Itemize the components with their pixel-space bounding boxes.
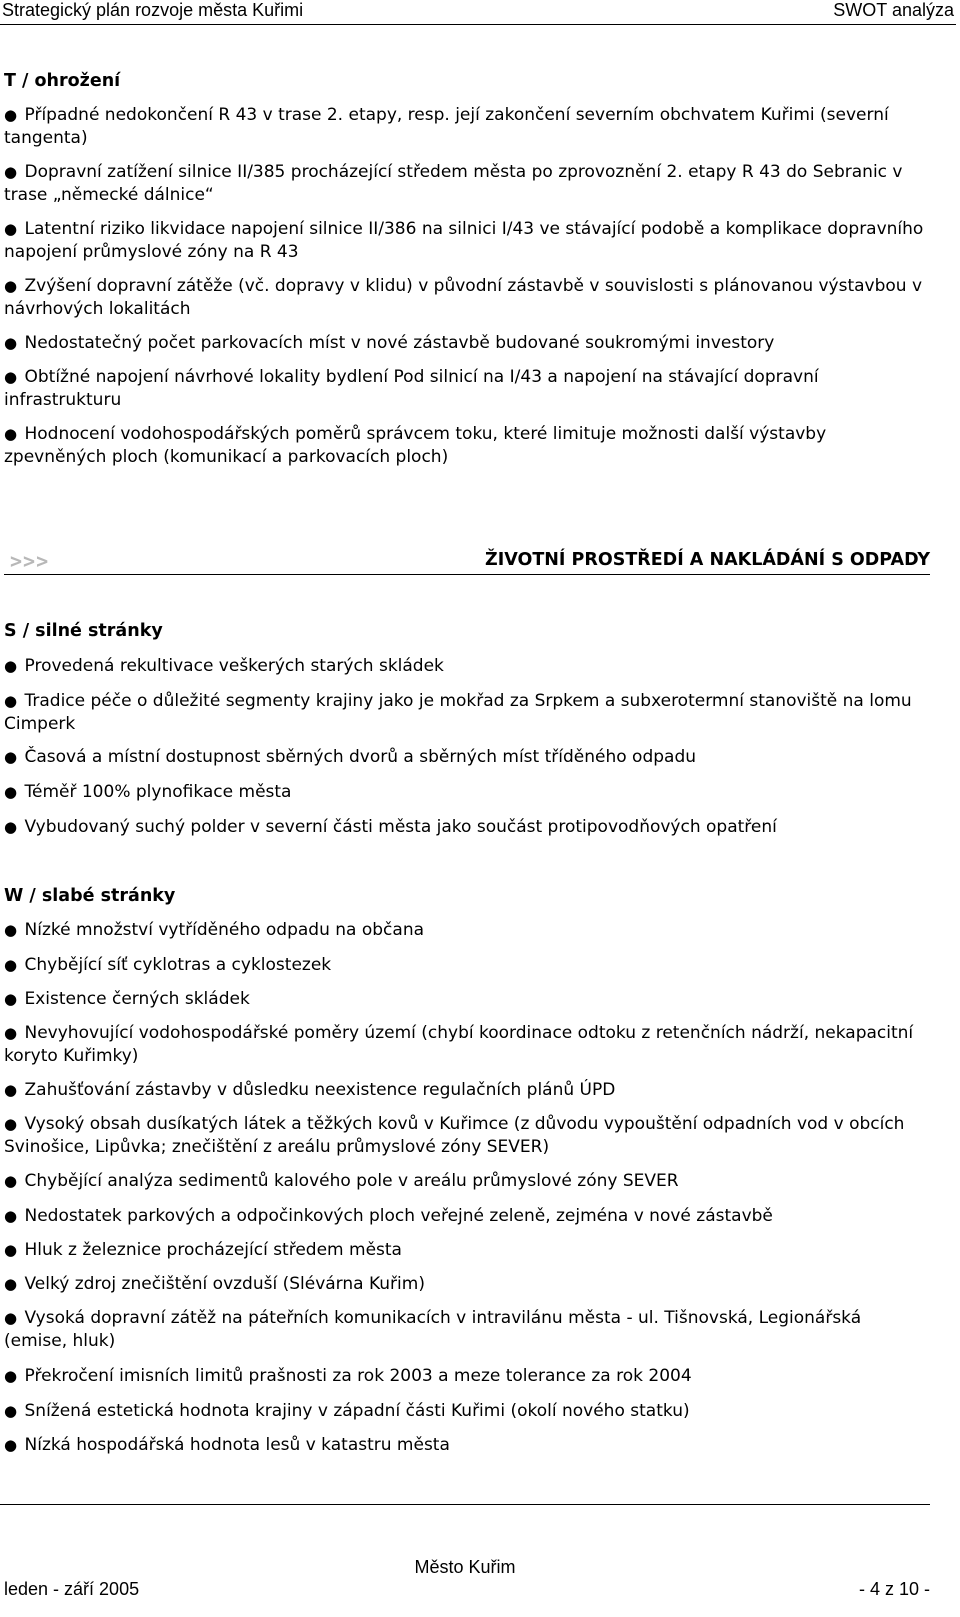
bullet-icon: ● — [4, 1081, 18, 1099]
threat-item: ● Případné nedokončení R 43 v trase 2. etapy, resp. její zakončení severním obchvatem Kuřimi (severní tangenta) — [4, 105, 889, 148]
weaknesses-title: W / slabé stránky — [4, 886, 176, 906]
weakness-item: ● Nedostatek parkových a odpočinkových ploch veřejné zeleně, zejména v nové zástavbě — [4, 1206, 773, 1226]
weakness-item: ● Chybějící analýza sedimentů kalového pole v areálu průmyslové zóny SEVER — [4, 1171, 679, 1191]
bullet-icon: ● — [4, 1172, 18, 1190]
threat-item: ● Latentní riziko likvidace napojení silnice II/386 na silnici I/43 ve stávající podobě a komplikace dopravního napojení průmyslové zóny na R 43 — [4, 219, 924, 262]
bullet-icon: ● — [4, 425, 18, 443]
bullet-icon: ● — [4, 1275, 18, 1293]
strength-item: ● Časová a místní dostupnost sběrných dvorů a sběrných míst tříděného odpadu — [4, 747, 697, 767]
bullet-icon: ● — [4, 1207, 18, 1225]
bullet-icon: ● — [4, 990, 18, 1008]
bullet-icon: ● — [4, 1402, 18, 1420]
bullet-icon: ● — [4, 1309, 18, 1327]
threat-item: ● Dopravní zatížení silnice II/385 procházející středem města po zprovoznění 2. etapy R 43 do Sebranic v trase „německé dálnice“ — [4, 162, 903, 205]
weakness-item: ● Vysoká dopravní zátěž na páteřních komunikacích v intravilánu města - ul. Tišnovská, Legionářská (emise, hluk) — [4, 1308, 862, 1351]
bullet-icon: ● — [4, 657, 18, 675]
bullet-icon: ● — [4, 106, 18, 124]
page-number: - 4 z 10 - — [858, 1579, 930, 1599]
section-divider — [4, 548, 930, 575]
weakness-item: ● Zahušťování zástavby v důsledku neexistence regulačních plánů ÚPD — [4, 1080, 616, 1100]
footer-divider — [0, 1504, 930, 1505]
bullet-icon: ● — [4, 921, 18, 939]
bullet-icon: ● — [4, 1241, 18, 1259]
threat-item: ● Hodnocení vodohospodářských poměrů správcem toku, které limituje možnosti další výstavby zpevněných ploch (komunikací a parkovacích ploch) — [4, 424, 827, 467]
section-label: SWOT analýza — [833, 0, 954, 20]
strengths-title: S / silné stránky — [4, 621, 163, 641]
section-heading: ŽIVOTNÍ PROSTŘEDÍ A NAKLÁDÁNÍ S ODPADY — [485, 550, 930, 570]
bullet-icon: ● — [4, 277, 18, 295]
bullet-icon: ● — [4, 1436, 18, 1454]
document-title: Strategický plán rozvoje města Kuřimi — [2, 0, 304, 20]
weakness-item: ● Nevyhovující vodohospodářské poměry území (chybí koordinace odtoku z retenčních nádrží, nekapacitní koryto Kuřimky) — [4, 1023, 914, 1066]
page-header — [0, 0, 956, 25]
threats-title: T / ohrožení — [4, 71, 121, 91]
weakness-item: ● Vysoký obsah dusíkatých látek a těžkých kovů v Kuřimce (z důvodu vypouštění odpadních vod v obcích Svinošice, Lipůvka; znečištění z areálu průmyslové zóny SEVER) — [4, 1114, 905, 1157]
bullet-icon: ● — [4, 1115, 18, 1133]
threat-item: ● Nedostatečný počet parkovacích míst v nové zástavbě budované soukromými investory — [4, 333, 775, 353]
strength-item: ● Téměř 100% plynofikace města — [4, 782, 292, 802]
bullet-icon: ● — [4, 1367, 18, 1385]
weakness-item: ● Překročení imisních limitů prašnosti za rok 2003 a meze tolerance za rok 2004 — [4, 1366, 692, 1386]
bullet-icon: ● — [4, 1024, 18, 1042]
strength-item: ● Tradice péče o důležité segmenty krajiny jako je mokřad za Srpkem a subxerotermní stanoviště na lomu Cimperk — [4, 691, 912, 734]
weakness-item: ● Nízké množství vytříděného odpadu na občana — [4, 920, 425, 940]
weakness-item: ● Snížená estetická hodnota krajiny v západní části Kuřimi (okolí nového statku) — [4, 1401, 690, 1421]
threat-item: ● Zvýšení dopravní zátěže (vč. dopravy v klidu) v původní zástavbě v souvislosti s plánovanou výstavbou v návrhových lokalitách — [4, 276, 923, 319]
weakness-item: ● Hluk z železnice procházející středem města — [4, 1240, 402, 1260]
weakness-item: ● Chybějící síť cyklotras a cyklostezek — [4, 955, 332, 975]
footer-organization: Město Kuřim — [414, 1557, 516, 1577]
bullet-icon: ● — [4, 692, 18, 710]
bullet-icon: ● — [4, 334, 18, 352]
bullet-icon: ● — [4, 163, 18, 181]
strength-item: ● Vybudovaný suchý polder v severní části města jako součást protipovodňových opatření — [4, 817, 777, 837]
footer-date: leden - září 2005 — [4, 1579, 140, 1599]
bullet-icon: ● — [4, 748, 18, 766]
threat-item: ● Obtížné napojení návrhové lokality bydlení Pod silnicí na I/43 a napojení na stávající dopravní infrastrukturu — [4, 367, 819, 410]
bullet-icon: ● — [4, 368, 18, 386]
weakness-item: ● Existence černých skládek — [4, 989, 250, 1009]
arrows-icon: >>> — [10, 549, 50, 573]
strength-item: ● Provedená rekultivace veškerých starých skládek — [4, 656, 444, 676]
bullet-icon: ● — [4, 818, 18, 836]
bullet-icon: ● — [4, 220, 18, 238]
bullet-icon: ● — [4, 783, 18, 801]
bullet-icon: ● — [4, 956, 18, 974]
weakness-item: ● Velký zdroj znečištění ovzduší (Slévárna Kuřim) — [4, 1274, 425, 1294]
weakness-item: ● Nízká hospodářská hodnota lesů v katastru města — [4, 1435, 450, 1455]
